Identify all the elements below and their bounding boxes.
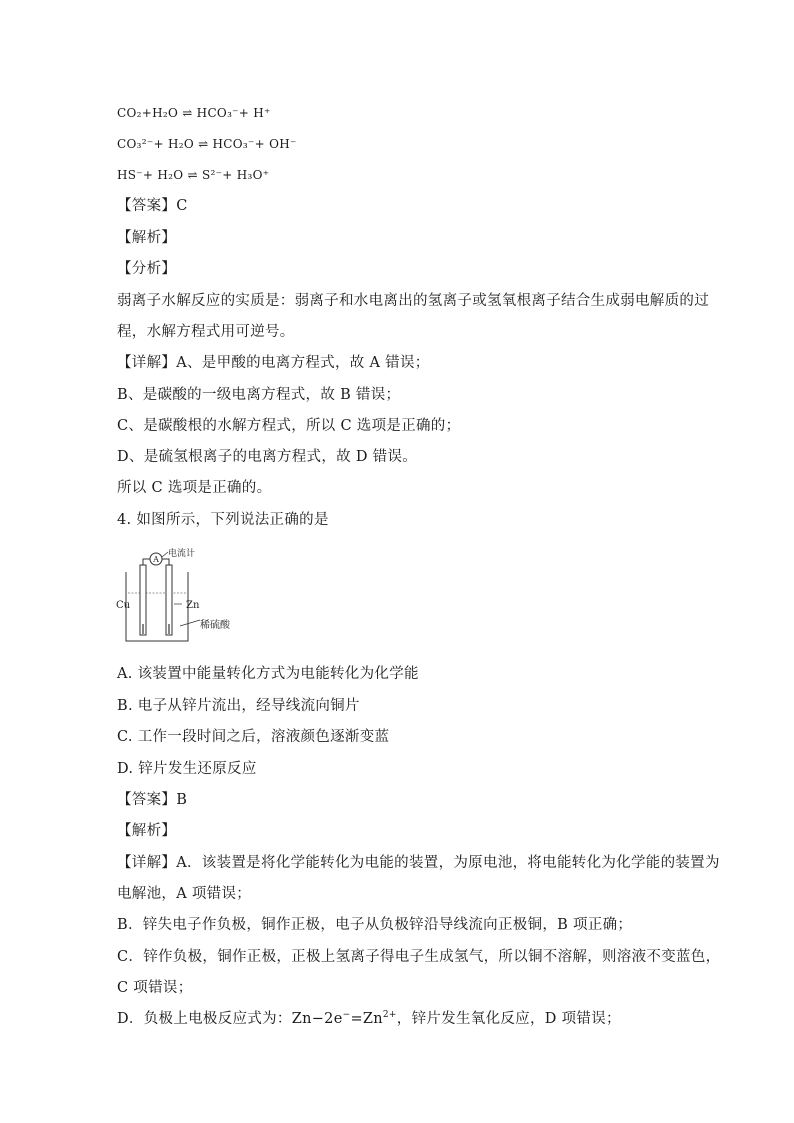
label-solution: 稀硫酸 [200,620,230,631]
option-d-text: HS⁻+ H₂O ⇌ S²⁻+ H₃O⁺ [117,168,270,182]
q3-fenxi-heading: 【分析】 [117,261,177,277]
option-b [117,103,271,123]
ammeter-symbol: A [153,555,159,564]
q4-option-d: D. 锌片发生还原反应 [117,761,257,777]
q3-detail-b: B、是碳酸的一级电离方程式，故 B 错误； [117,387,401,403]
q4-option-c: C. 工作一段时间之后，溶液颜色逐渐变蓝 [117,729,390,745]
q4-answer: 【答案】B [117,792,188,808]
q4-detail-c: C．锌作负极，铜作正极，正极上氢离子得电子生成氢气，所以铜不溶解，则溶液不变蓝色， [117,949,721,965]
wire-left [143,559,150,565]
q4-detail-d-part1: D．负极上电极反应式为：Zn−2e [117,1011,343,1027]
ammeter-label: 电流计 [168,549,196,559]
q4-option-a: A. 该装置中能量转化方式为电能转化为化学能 [117,666,419,682]
wire-right [162,559,169,565]
q4-option-b: B. 电子从锌片流出，经导线流向铜片 [117,698,360,714]
option-b-text: CO₂+H₂O ⇌ HCO₃⁻+ H⁺ [117,106,271,120]
q3-analysis-heading: 【解析】 [117,230,177,246]
q3-answer: 【答案】C [117,198,188,214]
q4-detail-b: B．锌失电子作负极，铜作正极，电子从负极锌沿导线流向正极铜，B 项正确； [117,917,633,933]
q4-stem: 4. 如图所示，下列说法正确的是 [117,512,329,528]
galvanic-cell-diagram [110,548,260,648]
label-zn: Zn [186,600,200,611]
q3-fenxi-line1: 弱离子水解反应的实质是：弱离子和水电离出的氢离子或氢氧根离子结合生成弱电解质的过 [117,293,709,309]
q4-detail-c-cont: C 项错误； [117,980,193,996]
q3-detail-a: 【详解】A、是甲酸的电离方程式，故 A 错误； [117,355,430,371]
q4-analysis-heading: 【解析】 [117,823,177,839]
q3-conclusion: 所以 C 选项是正确的。 [117,480,272,496]
option-c-text: CO₃²⁻+ H₂O ⇌ HCO₃⁻+ OH⁻ [117,137,297,151]
beaker-outline [126,572,188,641]
q3-fenxi-line2: 程，水解方程式用可逆号。 [117,324,295,340]
option-c [117,134,297,154]
q4-detail-a: 【详解】A．该装置是将化学能转化为电能的装置，为原电池，将电能转化为化学能的装置为 [117,855,720,871]
label-cu: Cu [116,600,131,611]
option-d [117,165,269,185]
q4-detail-d: D．负极上电极反应式为：$Zn-2e^-=Zn^{2+}$，锌片发生氧化反应，D 项错误； [117,1010,621,1027]
q4-detail-a-cont: 电解池，A 项错误； [117,886,252,902]
q4-detail-d-part2: =Zn [350,1011,383,1027]
q3-detail-d: D、是硫氢根离子的电离方程式，故 D 错误。 [117,449,418,465]
q3-detail-c: C、是碳酸根的水解方程式，所以 C 选项是正确的； [117,418,461,434]
q4-detail-d-part3: ，锌片发生氧化反应，D 项错误； [396,1011,621,1027]
